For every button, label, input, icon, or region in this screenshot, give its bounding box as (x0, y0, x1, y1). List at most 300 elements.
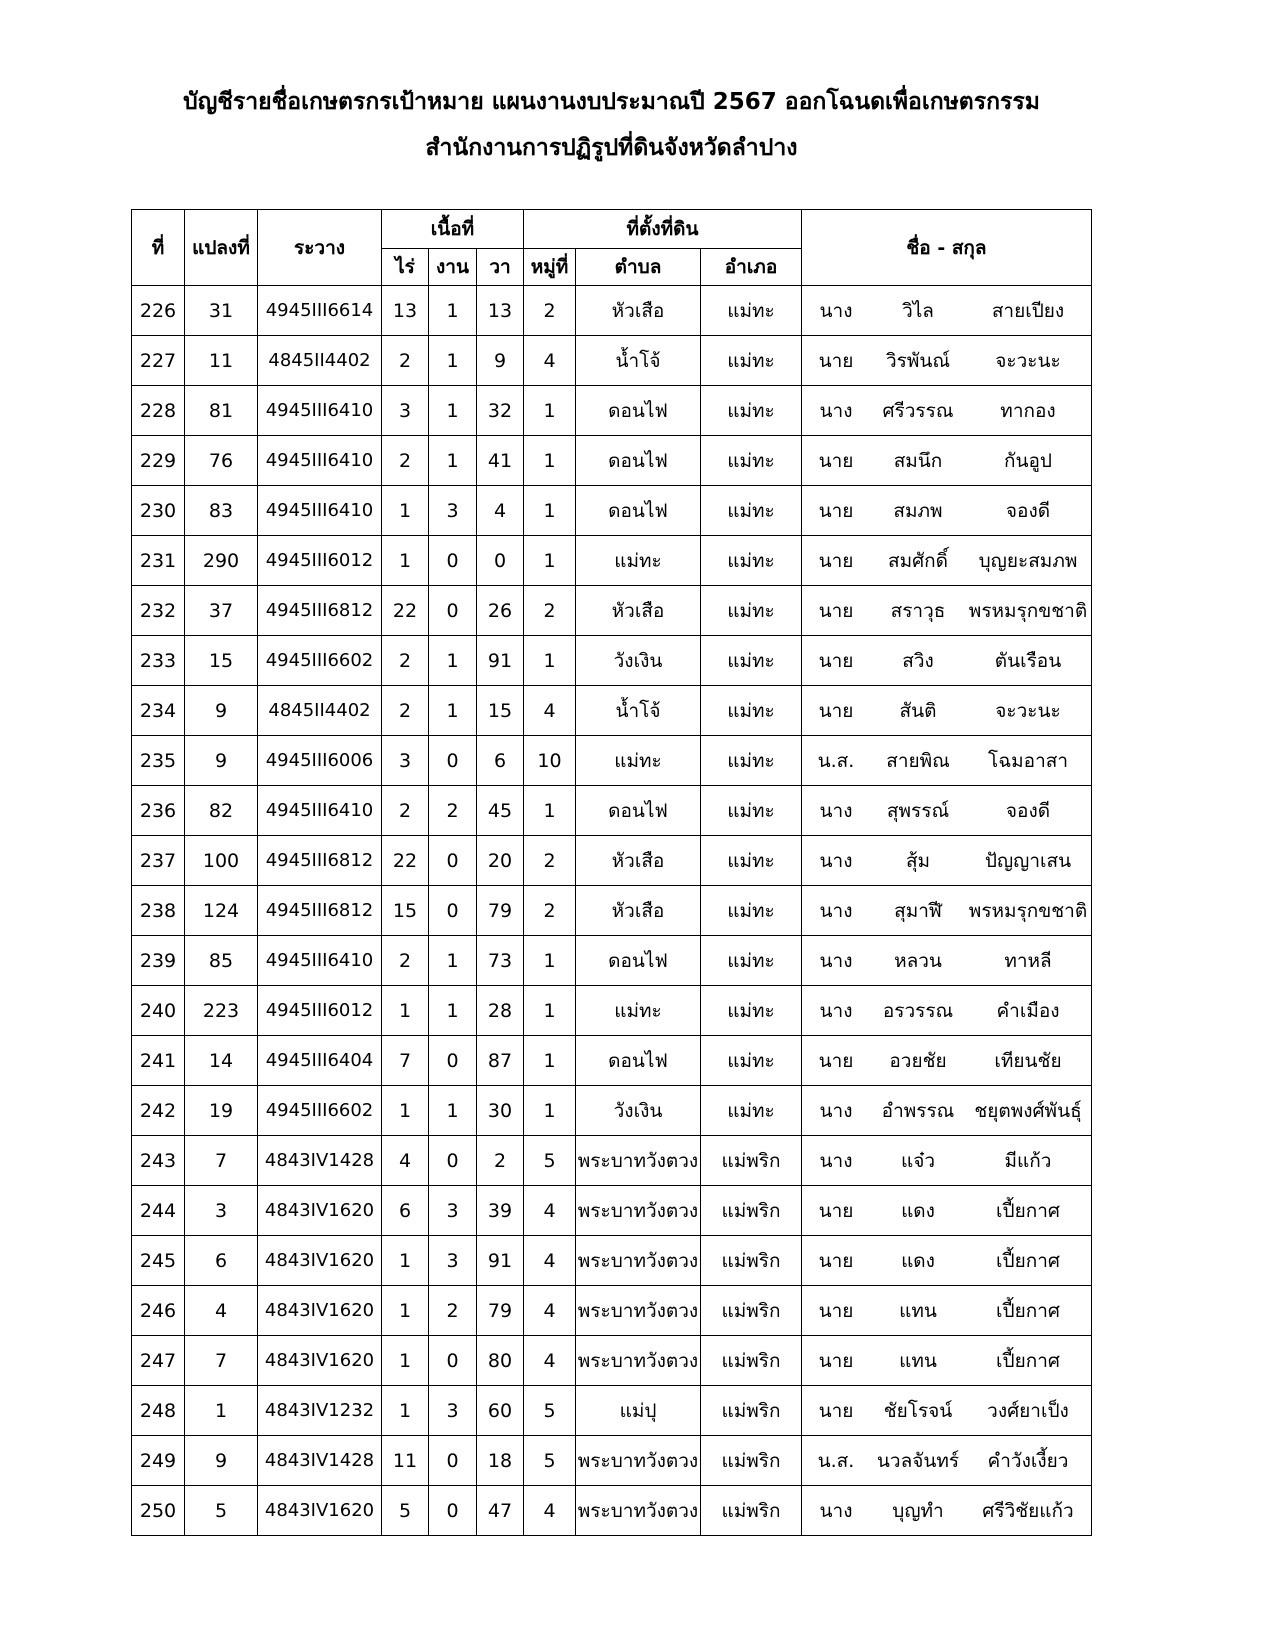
first-name: ชัยโรจน์ (883, 1399, 953, 1422)
cell-plot: 6 (185, 1236, 258, 1286)
cell-plot: 9 (185, 1436, 258, 1486)
cell-ngan: 1 (429, 936, 477, 986)
last-name: จองดี (1005, 799, 1051, 822)
cell-no: 228 (132, 386, 185, 436)
cell-fullname (802, 1186, 1092, 1236)
cell-fullname (802, 1436, 1092, 1486)
cell-sheet: 4843IV1232 (258, 1386, 382, 1436)
first-name: สุมาฬี (894, 899, 942, 922)
cell-sheet: 4945III6404 (258, 1036, 382, 1086)
cell-rai: 2 (382, 936, 429, 986)
table-row (132, 1436, 1092, 1486)
cell-fullname (802, 386, 1092, 436)
cell-tambon: หัวเสือ (576, 886, 701, 936)
cell-fullname (802, 1086, 1092, 1136)
name-prefix: นาย (818, 499, 854, 522)
cell-no: 227 (132, 336, 185, 386)
cell-fullname (802, 1336, 1092, 1386)
cell-rai: 3 (382, 736, 429, 786)
cell-plot: 5 (185, 1486, 258, 1536)
cell-wa: 4 (477, 486, 524, 536)
table-row (132, 1336, 1092, 1386)
table-row (132, 436, 1092, 486)
cell-moo: 4 (524, 1286, 576, 1336)
cell-wa: 60 (477, 1386, 524, 1436)
first-name: แดง (901, 1249, 935, 1272)
cell-ngan: 0 (429, 1036, 477, 1086)
cell-rai: 22 (382, 586, 429, 636)
last-name: ทากอง (1000, 399, 1056, 422)
first-name: วิไล (902, 299, 934, 322)
last-name: ตันเรือน (994, 649, 1062, 672)
cell-rai: 2 (382, 636, 429, 686)
cell-plot: 14 (185, 1036, 258, 1086)
cell-amphoe: แม่พริก (701, 1386, 802, 1436)
cell-fullname (802, 936, 1092, 986)
cell-moo: 5 (524, 1136, 576, 1186)
cell-amphoe: แม่ทะ (701, 786, 802, 836)
cell-sheet: 4845II4402 (258, 686, 382, 736)
cell-no: 237 (132, 836, 185, 886)
last-name: กันอูป (1004, 449, 1052, 472)
cell-no: 230 (132, 486, 185, 536)
cell-tambon: แม่ปุ (576, 1386, 701, 1436)
cell-plot: 83 (185, 486, 258, 536)
cell-tambon: น้ำโจ้ (576, 686, 701, 736)
cell-amphoe: แม่ทะ (701, 436, 802, 486)
name-prefix: นาย (818, 1399, 854, 1422)
name-prefix: นาย (818, 599, 854, 622)
cell-tambon: พระบาทวังตวง (576, 1136, 701, 1186)
cell-tambon: พระบาทวังตวง (576, 1186, 701, 1236)
cell-amphoe: แม่ทะ (701, 686, 802, 736)
name-prefix: นาย (818, 449, 854, 472)
table-row (132, 636, 1092, 686)
cell-moo: 2 (524, 836, 576, 886)
farmer-register-table (131, 209, 1092, 1536)
cell-wa: 79 (477, 1286, 524, 1336)
cell-amphoe: แม่ทะ (701, 736, 802, 786)
cell-sheet: 4843IV1620 (258, 1236, 382, 1286)
cell-wa: 0 (477, 536, 524, 586)
cell-moo: 5 (524, 1436, 576, 1486)
first-name: สุ้ม (905, 849, 931, 872)
cell-moo: 1 (524, 436, 576, 486)
header-plot: แปลงที่ (185, 210, 258, 286)
cell-wa: 13 (477, 286, 524, 336)
header-moo: หมู่ที่ (524, 249, 576, 286)
cell-no: 245 (132, 1236, 185, 1286)
name-prefix: นาย (818, 1049, 854, 1072)
cell-amphoe: แม่ทะ (701, 1036, 802, 1086)
cell-rai: 15 (382, 886, 429, 936)
cell-fullname (802, 836, 1092, 886)
name-prefix: นาย (818, 1299, 854, 1322)
cell-sheet: 4945III6812 (258, 586, 382, 636)
cell-ngan: 1 (429, 286, 477, 336)
name-prefix: นาย (818, 699, 854, 722)
cell-amphoe: แม่ทะ (701, 536, 802, 586)
cell-rai: 7 (382, 1036, 429, 1086)
table-row (132, 536, 1092, 586)
cell-ngan: 3 (429, 1186, 477, 1236)
cell-sheet: 4945III6410 (258, 386, 382, 436)
cell-wa: 91 (477, 636, 524, 686)
first-name: สันติ (899, 699, 937, 722)
cell-no: 226 (132, 286, 185, 336)
cell-wa: 28 (477, 986, 524, 1036)
cell-no: 239 (132, 936, 185, 986)
cell-fullname (802, 286, 1092, 336)
cell-plot: 19 (185, 1086, 258, 1136)
cell-sheet: 4945III6812 (258, 836, 382, 886)
cell-no: 235 (132, 736, 185, 786)
cell-plot: 37 (185, 586, 258, 636)
cell-no: 246 (132, 1286, 185, 1336)
table-row (132, 1136, 1092, 1186)
header-tambon: ตำบล (576, 249, 701, 286)
cell-ngan: 3 (429, 486, 477, 536)
cell-tambon: ดอนไฟ (576, 786, 701, 836)
first-name: สราวุธ (890, 599, 946, 622)
table-row (132, 386, 1092, 436)
cell-plot: 82 (185, 786, 258, 836)
cell-wa: 39 (477, 1186, 524, 1236)
cell-fullname (802, 1236, 1092, 1286)
first-name: วิรพันณ์ (885, 349, 950, 372)
last-name: พรหมรุกขชาติ (968, 599, 1088, 622)
cell-moo: 1 (524, 936, 576, 986)
cell-sheet: 4945III6614 (258, 286, 382, 336)
cell-moo: 2 (524, 286, 576, 336)
cell-moo: 1 (524, 636, 576, 686)
header-area: เนื้อที่ (382, 210, 524, 249)
cell-tambon: น้ำโจ้ (576, 336, 701, 386)
cell-ngan: 1 (429, 436, 477, 486)
cell-tambon: แม่ทะ (576, 736, 701, 786)
first-name: แดง (901, 1199, 935, 1222)
cell-ngan: 0 (429, 586, 477, 636)
cell-sheet: 4945III6410 (258, 786, 382, 836)
table-row (132, 786, 1092, 836)
table-row (132, 1236, 1092, 1286)
cell-amphoe: แม่พริก (701, 1486, 802, 1536)
table-row (132, 486, 1092, 536)
cell-moo: 4 (524, 336, 576, 386)
cell-no: 241 (132, 1036, 185, 1086)
first-name: แจ๋ว (900, 1149, 936, 1172)
name-prefix: นาง (819, 1099, 853, 1122)
table-row (132, 1086, 1092, 1136)
table-row (132, 986, 1092, 1036)
table-row (132, 1486, 1092, 1536)
first-name: สายพิณ (886, 749, 950, 772)
cell-rai: 13 (382, 286, 429, 336)
cell-wa: 2 (477, 1136, 524, 1186)
cell-wa: 41 (477, 436, 524, 486)
name-prefix: นาง (819, 949, 853, 972)
cell-fullname (802, 636, 1092, 686)
table-row (132, 1386, 1092, 1436)
cell-tambon: หัวเสือ (576, 586, 701, 636)
header-location: ที่ตั้งที่ดิน (524, 210, 802, 249)
cell-rai: 4 (382, 1136, 429, 1186)
cell-fullname (802, 786, 1092, 836)
cell-fullname (802, 336, 1092, 386)
cell-no: 240 (132, 986, 185, 1036)
cell-plot: 4 (185, 1286, 258, 1336)
cell-tambon: แม่ทะ (576, 986, 701, 1036)
last-name: เปี้ยกาศ (996, 1349, 1060, 1372)
header-rai: ไร่ (382, 249, 429, 286)
header-ngan: งาน (429, 249, 477, 286)
cell-sheet: 4945III6410 (258, 486, 382, 536)
cell-fullname (802, 1036, 1092, 1086)
cell-rai: 2 (382, 786, 429, 836)
cell-rai: 2 (382, 336, 429, 386)
cell-wa: 9 (477, 336, 524, 386)
last-name: เปี้ยกาศ (996, 1199, 1060, 1222)
cell-amphoe: แม่ทะ (701, 936, 802, 986)
cell-sheet: 4945III6410 (258, 436, 382, 486)
cell-plot: 7 (185, 1336, 258, 1386)
cell-tambon: วังเงิน (576, 1086, 701, 1136)
cell-moo: 4 (524, 1186, 576, 1236)
name-prefix: นาง (819, 1149, 853, 1172)
cell-amphoe: แม่ทะ (701, 1086, 802, 1136)
cell-moo: 1 (524, 1036, 576, 1086)
name-prefix: นาย (818, 1249, 854, 1272)
cell-plot: 31 (185, 286, 258, 336)
name-prefix: นาง (819, 799, 853, 822)
cell-amphoe: แม่ทะ (701, 486, 802, 536)
last-name: เปี้ยกาศ (996, 1249, 1060, 1272)
first-name: อำพรรณ (881, 1099, 955, 1122)
table-body (132, 286, 1092, 1536)
name-prefix: นาย (818, 649, 854, 672)
cell-fullname (802, 686, 1092, 736)
cell-tambon: หัวเสือ (576, 286, 701, 336)
cell-fullname (802, 486, 1092, 536)
table-row (132, 1286, 1092, 1336)
table-row (132, 1186, 1092, 1236)
cell-wa: 26 (477, 586, 524, 636)
cell-wa: 6 (477, 736, 524, 786)
cell-no: 232 (132, 586, 185, 636)
cell-rai: 1 (382, 1236, 429, 1286)
cell-fullname (802, 586, 1092, 636)
cell-tambon: ดอนไฟ (576, 436, 701, 486)
cell-ngan: 3 (429, 1386, 477, 1436)
cell-moo: 2 (524, 586, 576, 636)
last-name: โฉมอาสา (987, 749, 1069, 772)
last-name: จองดี (1005, 499, 1051, 522)
cell-moo: 1 (524, 1086, 576, 1136)
cell-amphoe: แม่ทะ (701, 286, 802, 336)
cell-plot: 15 (185, 636, 258, 686)
cell-tambon: ดอนไฟ (576, 486, 701, 536)
cell-no: 244 (132, 1186, 185, 1236)
table-row (132, 736, 1092, 786)
name-prefix: นาง (819, 999, 853, 1022)
cell-ngan: 1 (429, 386, 477, 436)
cell-sheet: 4843IV1620 (258, 1486, 382, 1536)
cell-amphoe: แม่พริก (701, 1236, 802, 1286)
cell-amphoe: แม่พริก (701, 1336, 802, 1386)
cell-fullname (802, 1386, 1092, 1436)
cell-sheet: 4945III6602 (258, 636, 382, 686)
cell-moo: 10 (524, 736, 576, 786)
cell-rai: 1 (382, 986, 429, 1036)
cell-ngan: 0 (429, 536, 477, 586)
cell-wa: 87 (477, 1036, 524, 1086)
cell-no: 229 (132, 436, 185, 486)
cell-ngan: 1 (429, 686, 477, 736)
cell-no: 243 (132, 1136, 185, 1186)
last-name: บุญยะสมภพ (978, 549, 1078, 572)
cell-ngan: 0 (429, 1486, 477, 1536)
cell-wa: 91 (477, 1236, 524, 1286)
cell-rai: 11 (382, 1436, 429, 1486)
cell-no: 238 (132, 886, 185, 936)
cell-plot: 11 (185, 336, 258, 386)
table-row (132, 336, 1092, 386)
name-prefix: น.ส. (817, 749, 855, 772)
cell-wa: 47 (477, 1486, 524, 1536)
cell-plot: 9 (185, 686, 258, 736)
cell-moo: 4 (524, 1236, 576, 1286)
cell-rai: 1 (382, 1286, 429, 1336)
cell-ngan: 1 (429, 636, 477, 686)
cell-wa: 73 (477, 936, 524, 986)
cell-wa: 79 (477, 886, 524, 936)
cell-tambon: แม่ทะ (576, 536, 701, 586)
cell-amphoe: แม่ทะ (701, 586, 802, 636)
cell-ngan: 0 (429, 1336, 477, 1386)
last-name: ชยุตพงศ์พันธุ์ (974, 1099, 1082, 1122)
cell-wa: 18 (477, 1436, 524, 1486)
cell-rai: 2 (382, 686, 429, 736)
cell-sheet: 4843IV1428 (258, 1436, 382, 1486)
table-row (132, 886, 1092, 936)
cell-amphoe: แม่ทะ (701, 986, 802, 1036)
cell-plot: 85 (185, 936, 258, 986)
name-prefix: นาย (818, 549, 854, 572)
cell-no: 233 (132, 636, 185, 686)
cell-rai: 6 (382, 1186, 429, 1236)
name-prefix: น.ส. (817, 1449, 855, 1472)
cell-fullname (802, 1286, 1092, 1336)
cell-sheet: 4843IV1620 (258, 1186, 382, 1236)
name-prefix: นาง (819, 899, 853, 922)
cell-ngan: 2 (429, 786, 477, 836)
name-prefix: นาง (819, 849, 853, 872)
last-name: พรหมรุกขชาติ (968, 899, 1088, 922)
cell-ngan: 0 (429, 1436, 477, 1486)
cell-tambon: ดอนไฟ (576, 936, 701, 986)
last-name: คำวังเงี้ยว (987, 1449, 1069, 1472)
cell-no: 247 (132, 1336, 185, 1386)
first-name: หลวน (894, 949, 942, 972)
cell-amphoe: แม่ทะ (701, 386, 802, 436)
cell-rai: 1 (382, 486, 429, 536)
cell-no: 249 (132, 1436, 185, 1486)
cell-tambon: พระบาทวังตวง (576, 1486, 701, 1536)
cell-no: 234 (132, 686, 185, 736)
cell-ngan: 1 (429, 336, 477, 386)
cell-moo: 1 (524, 786, 576, 836)
cell-rai: 2 (382, 436, 429, 486)
name-prefix: นาง (819, 299, 853, 322)
cell-tambon: วังเงิน (576, 636, 701, 686)
cell-plot: 290 (185, 536, 258, 586)
cell-fullname (802, 536, 1092, 586)
cell-sheet: 4843IV1620 (258, 1336, 382, 1386)
cell-tambon: ดอนไฟ (576, 1036, 701, 1086)
first-name: สมนึก (893, 449, 943, 472)
cell-amphoe: แม่ทะ (701, 886, 802, 936)
cell-rai: 1 (382, 536, 429, 586)
cell-amphoe: แม่ทะ (701, 836, 802, 886)
cell-fullname (802, 886, 1092, 936)
cell-sheet: 4945III6602 (258, 1086, 382, 1136)
first-name: แทน (899, 1349, 937, 1372)
cell-moo: 4 (524, 1486, 576, 1536)
table-row (132, 836, 1092, 886)
cell-ngan: 1 (429, 1086, 477, 1136)
cell-no: 231 (132, 536, 185, 586)
first-name: สมศักดิ์ (887, 549, 949, 572)
name-prefix: นาง (819, 399, 853, 422)
last-name: ทาหลี (1004, 949, 1052, 972)
header-no: ที่ (132, 210, 185, 286)
cell-no: 248 (132, 1386, 185, 1436)
cell-moo: 4 (524, 686, 576, 736)
last-name: เปี้ยกาศ (996, 1299, 1060, 1322)
cell-moo: 1 (524, 386, 576, 436)
first-name: สวิง (902, 649, 934, 672)
first-name: นวลจันทร์ (876, 1449, 960, 1472)
cell-fullname (802, 736, 1092, 786)
first-name: อรวรรณ (882, 999, 954, 1022)
name-prefix: นาย (818, 1349, 854, 1372)
last-name: จะวะนะ (995, 699, 1061, 722)
table-row (132, 286, 1092, 336)
cell-rai: 3 (382, 386, 429, 436)
cell-plot: 100 (185, 836, 258, 886)
cell-plot: 9 (185, 736, 258, 786)
table-row (132, 1036, 1092, 1086)
cell-sheet: 4945III6812 (258, 886, 382, 936)
cell-wa: 30 (477, 1086, 524, 1136)
cell-tambon: หัวเสือ (576, 836, 701, 886)
cell-moo: 2 (524, 886, 576, 936)
last-name: วงศ์ยาเป็ง (987, 1399, 1069, 1422)
cell-rai: 1 (382, 1086, 429, 1136)
cell-tambon: พระบาทวังตวง (576, 1436, 701, 1486)
cell-fullname (802, 436, 1092, 486)
cell-rai: 22 (382, 836, 429, 886)
cell-wa: 80 (477, 1336, 524, 1386)
document-title: บัญชีรายชื่อเกษตรกรเป้าหมาย แผนงานงบประมาณปี 2567 ออกโฉนดเพื่อเกษตรกรรม (183, 89, 1040, 115)
cell-moo: 4 (524, 1336, 576, 1386)
last-name: ปัญญาเสน (984, 849, 1072, 872)
cell-sheet: 4945III6012 (258, 536, 382, 586)
cell-plot: 76 (185, 436, 258, 486)
first-name: ศรีวรรณ (882, 399, 954, 422)
cell-wa: 32 (477, 386, 524, 436)
cell-amphoe: แม่ทะ (701, 336, 802, 386)
